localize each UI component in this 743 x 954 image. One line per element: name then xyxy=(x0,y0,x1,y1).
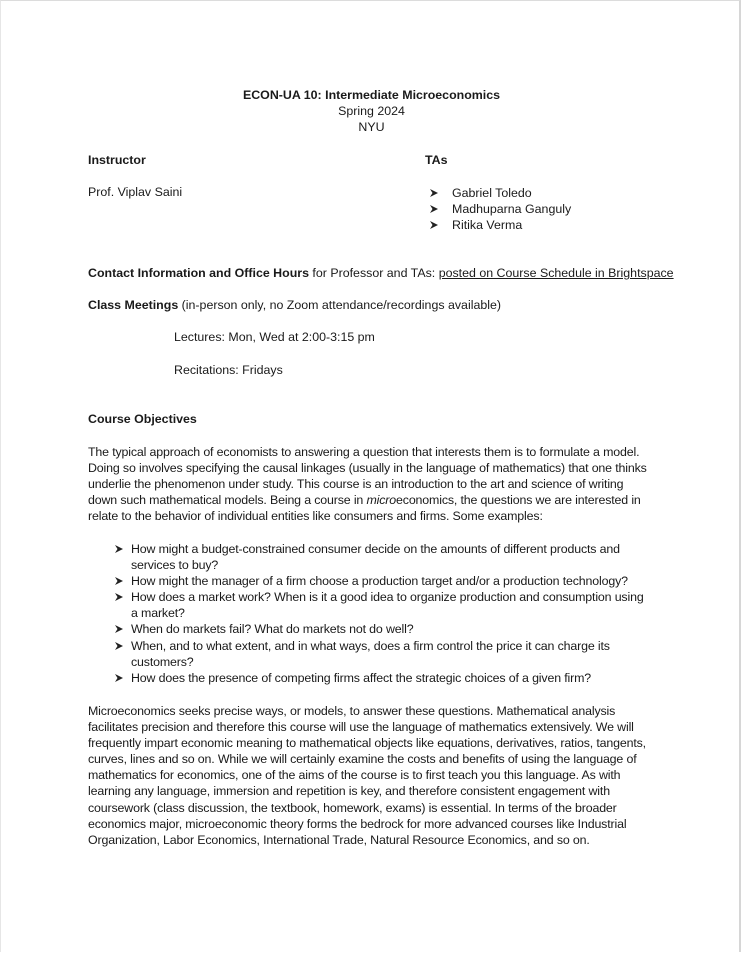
example-item xyxy=(114,621,654,637)
class-meetings-line xyxy=(88,298,501,312)
ta-name: Ritika Verma xyxy=(452,218,523,233)
contact-line xyxy=(88,266,674,280)
arrow-bullet-icon xyxy=(114,576,124,586)
contact-label: Contact Information and Office Hours xyxy=(88,266,309,280)
contact-link[interactable]: posted on Course Schedule in Brightspace xyxy=(438,266,674,280)
ta-list xyxy=(429,185,571,233)
course-institution: NYU xyxy=(358,120,385,134)
example-text: How might the manager of a firm choose a production target and/or a production technology? xyxy=(131,574,628,589)
intro-text: The typical approach of economists to answering a question that interests them is to formulate a model. Doing so involves specifying the causal linkages (usually in the language of mathematics) that one thinks underlie the phenomenon under study. This course is an introduction to the art and science of writing down such mathematical models. Being a course in xyxy=(88,445,647,508)
arrow-bullet-icon xyxy=(429,204,439,214)
tas-heading: TAs xyxy=(425,153,448,167)
example-item xyxy=(114,541,654,573)
class-meetings-note: (in-person only, no Zoom attendance/recordings available) xyxy=(178,298,502,312)
ta-name: Gabriel Toledo xyxy=(452,186,532,200)
course-title: ECON-UA 10: Intermediate Microeconomics xyxy=(242,88,501,102)
arrow-bullet-icon xyxy=(114,592,124,602)
arrow-bullet-icon xyxy=(114,641,124,651)
arrow-bullet-icon xyxy=(114,673,124,683)
arrow-bullet-icon xyxy=(114,544,124,554)
class-meetings-label: Class Meetings xyxy=(88,298,179,312)
objectives-closing: Microeconomics seeks precise ways, or models, to answer these questions. Mathematical analysis facilitates precision and therefore this course will use the language of mathematics extensively. We will frequently impart economic meaning to mathematical objects like equations, derivatives, ratios, tangents, curves, lines and so on. While we will certainly examine the costs and benefits of using the language of mathematics for economics, one of the aims of the course is to first teach you this language. As with learning any language, immersion and repetition is key, and therefore consistent engagement with coursework (class discussion, the textbook, homework, exams) is essential. In terms of the broader economics major, microeconomic theory forms the bedrock for more advanced courses like Industrial Organization, Labor Economics, International Trade, Natural Resource Economics, and so on. xyxy=(88,704,646,847)
objectives-heading: Course Objectives xyxy=(88,412,197,426)
instructor-heading: Instructor xyxy=(88,153,146,167)
example-item xyxy=(114,670,654,686)
example-item xyxy=(114,638,654,670)
ta-item xyxy=(429,201,571,217)
lectures-schedule: Lectures: Mon, Wed at 2:00-3:15 pm xyxy=(174,330,375,344)
arrow-bullet-icon xyxy=(429,220,439,230)
example-text: How does a market work? When is it a good idea to organize production and consumption using a market? xyxy=(131,590,644,621)
example-text: How might a budget-constrained consumer decide on the amounts of different products and services to buy? xyxy=(131,542,620,573)
recitations-schedule: Recitations: Fridays xyxy=(174,363,283,377)
example-text: When, and to what extent, and in what ways, does a firm control the price it can charge its customers? xyxy=(131,638,610,669)
objectives-intro xyxy=(88,444,654,524)
example-text: How does the presence of competing firms affect the strategic choices of a given firm? xyxy=(131,670,592,685)
intro-text-end: economics, the questions we are interested in relate to the behavior of individual entities like consumers and firms. Some examples: xyxy=(88,493,641,524)
example-text: When do markets fail? What do markets not do well? xyxy=(131,622,414,637)
instructor-name: Prof. Viplav Saini xyxy=(88,185,183,199)
ta-item xyxy=(429,185,571,201)
examples-list xyxy=(114,541,654,686)
contact-text: for Professor and TAs: xyxy=(308,266,439,280)
example-item xyxy=(114,589,654,621)
example-item xyxy=(114,573,654,589)
ta-name: Madhuparna Ganguly xyxy=(452,202,572,217)
arrow-bullet-icon xyxy=(429,188,439,198)
ta-item xyxy=(429,217,571,233)
arrow-bullet-icon xyxy=(114,624,124,634)
course-term: Spring 2024 xyxy=(338,104,405,118)
intro-italic: micro xyxy=(366,493,397,508)
